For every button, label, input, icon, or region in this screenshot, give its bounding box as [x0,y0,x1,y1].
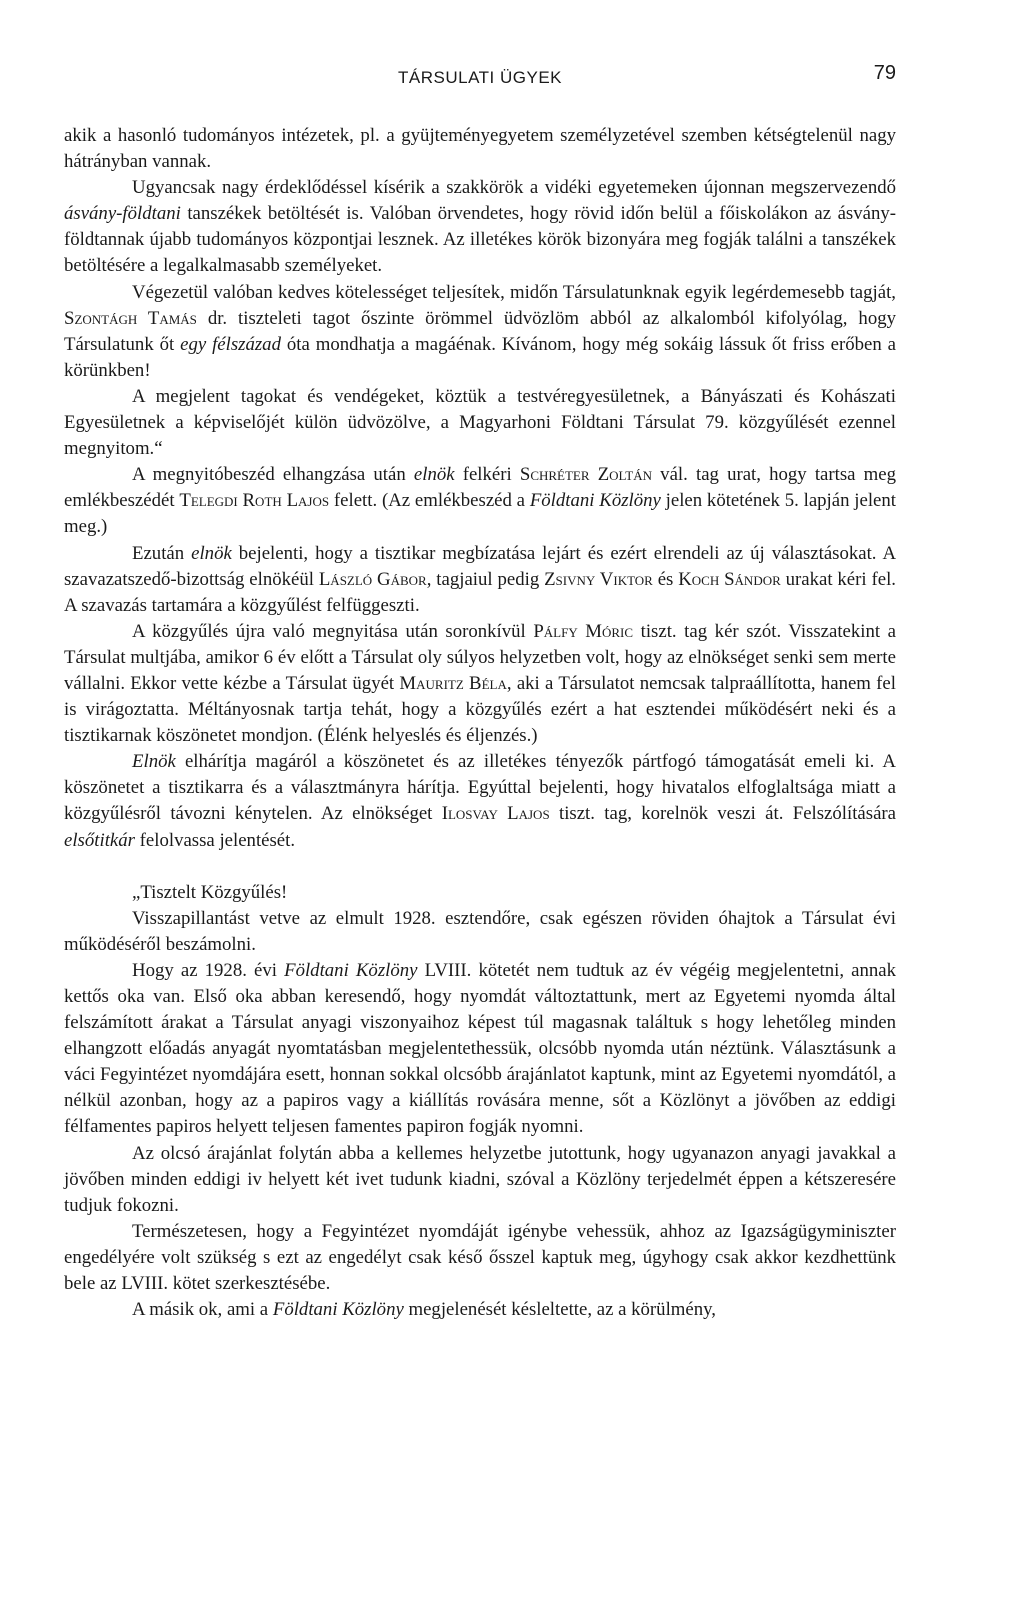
body-text [64,123,896,1323]
running-head: TÁRSULATI ÜGYEK [398,68,562,87]
paragraph: Természetesen, hogy a Fegyintézet nyomdáját igénybe vehessük, ahhoz az Igazságügyminiszter engedélyére volt szükség s ezt az engedélyt csak késő ősszel kaptuk meg, úgyhogy csak akkor kezdhettünk bele az LVIII. kötet szerkesztésébe. [64,1220,896,1295]
paragraph: Elnök elhárítja magáról a köszönetet és az illetékes tényezők pártfogó támogatását emeli ki. A köszönetet a tisztikarra és a választmányra hárítja. Egyúttal bejelenti, hogy hivatalos elfoglaltsága miatt a közgyűlésről távozni kénytelen. Az elnökséget Ilosvay Lajos tiszt. tag, korelnök veszi át. Felszólítására elsőtitkár felolvassa jelentését. [64,751,897,851]
paragraph: „Tisztelt Közgyűlés! [132,881,288,903]
paragraph: Az olcsó árajánlat folytán abba a kellemes helyzetbe jutottunk, hogy ugyanazon anyagi javakkal a jövőben minden eddigi iv helyett két ivet tudunk kiadni, szóval a Közlöny terjedelmét éppen a kétszeresére tudjuk fokozni. [64,1142,896,1216]
paragraph: A megnyitóbeszéd elhangzása után elnök felkéri Schréter Zoltán vál. tag urat, hogy tartsa meg emlékbeszédét Telegdi Roth Lajos felett. (Az emlékbeszéd a Földtani Közlöny jelen kötetének 5. lapján jelent meg.) [64,464,896,538]
paragraph: A megjelent tagokat és vendégeket, köztük a testvéregyesületnek, a Bányászati és Kohászati Egyesületnek a képviselőjét külön üdvözölve, a Magyarhoni Földtani Társulat 79. közgyűlését ezennel megnyitom.“ [64,385,896,460]
paragraph: A másik ok, ami a Földtani Közlöny megjelenését késleltette, az a körülmény, [132,1299,716,1321]
paragraph: Visszapillantást vetve az elmult 1928. esztendőre, csak egészen röviden óhajtok a Társulat évi működéséről beszámolni. [64,907,896,955]
paragraph: Ugyancsak nagy érdeklődéssel kísérik a szakkörök a vidéki egyetemeken újonnan megszervezendő ásvány-földtani tanszékek betöltését is. Valóban örvendetes, hogy rövid időn belül a főiskolákon az ásvány-földtannak újabb tudományos központjai lesznek. Az illetékes körök bizonyára meg fogják találni a tanszékek betöltésére a legalkalmasabb személyeket. [64,177,896,277]
page-number: 79 [873,62,896,84]
page-header [64,62,896,92]
paragraph: A közgyűlés újra való megnyitása után soronkívül Pálfy Móric tiszt. tag kér szót. Visszatekint a Társulat multjába, amikor 6 év előtt a Társulat oly súlyos helyzetben volt, hogy az elnökséget senki sem merte vállalni. Ekkor vette kézbe a Társulat ügyét Mauritz Béla, aki a Társulatot nemcsak talpraállította, hanem fel is virágoztatta. Méltányosnak tartja tehát, hogy a közgyűlés ezért a hat esztendei működésért neki és a tisztikarnak köszönetet mondjon. (Élénk helyeslés és éljenzés.) [64,620,896,747]
paragraph: Ezután elnök bejelenti, hogy a tisztikar megbízatása lejárt és ezért elrendeli az új választásokat. A szavazatszedő-bizottság elnökéül László Gábor, tagjaiul pedig Zsivny Viktor és Koch Sándor urakat kéri fel. A szavazás tartamára a közgyűlést felfüggeszti. [64,542,897,616]
paragraph: Hogy az 1928. évi Földtani Közlöny LVIII. kötetét nem tudtuk az év végéig megjelentetni, annak kettős oka van. Első oka abban keresendő, hogy nyomdát változtattunk, mert az Egyetemi nyomda által felszámított árakat a Társulat anyagi viszonyaihoz képest túl magasnak találtuk s hogy lehetőleg minden elhangzott előadás anyagát nyomtatásban megjelentethessük, olcsóbb nyomda után néztünk. Választásunk a váci Fegyintézet nyomdájára esett, honnan sokkal olcsóbb árajánlatot kaptunk, mint az Egyetemi nyomdától, a nélkül azonban, hogy az a papiros vagy a kiállítás rovására menne, sőt a Közlönyt a jövőben az eddigi félfamentes papiros helyett teljesen famentes papiron fogják nyomni. [64,959,896,1138]
paragraph: Végezetül valóban kedves kötelességet teljesítek, midőn Társulatunknak egyik legérdemesebb tagját, Szontágh Tamás dr. tiszteleti tagot őszinte örömmel üdvözlöm abból az alkalomból kifolyólag, hogy Társulatunk őt egy félszázad óta mondhatja a magáénak. Kívánom, hogy még sokáig lássuk őt friss erőben a körünkben! [64,281,896,381]
paragraph: akik a hasonló tudományos intézetek, pl. a gyüjteményegyetem személyzetével szemben kétségtelenül nagy hátrányban vannak. [64,125,896,173]
